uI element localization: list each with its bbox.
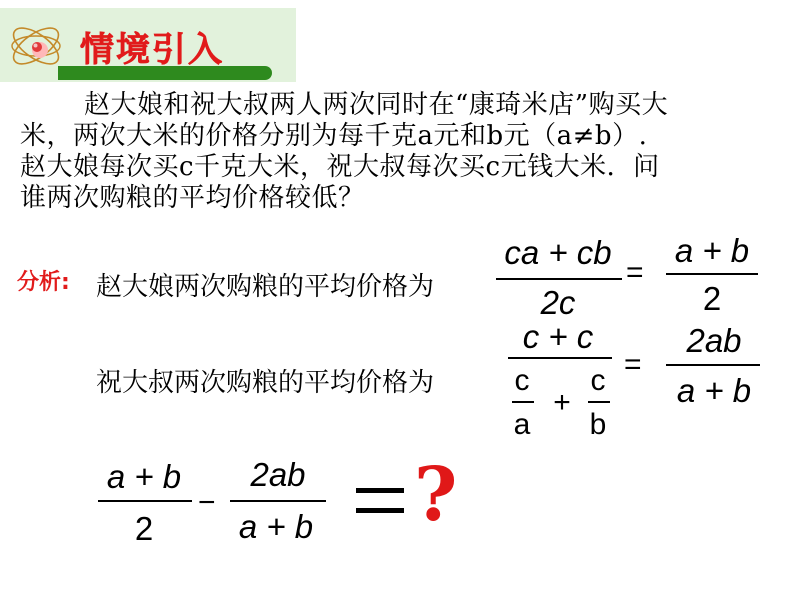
- zhao-result-bar: [666, 273, 758, 275]
- diff-right-bar: [230, 500, 326, 502]
- zhao-equals: =: [626, 256, 644, 289]
- diff-right-denominator: a + b: [238, 508, 314, 545]
- diff-left-bar: [98, 500, 192, 502]
- title-banner: [0, 8, 296, 82]
- zhao-result-numerator: a + b: [674, 232, 750, 269]
- diff-left-numerator: a + b: [106, 458, 182, 495]
- page-title: 情境引入: [80, 30, 224, 70]
- zhu-den-plus: +: [553, 386, 571, 419]
- zhu-den-c2: c: [590, 364, 606, 397]
- zhu-average-text: 祝大叔两次购粮的平均价格为: [96, 368, 435, 398]
- question-mark: ?: [414, 452, 458, 538]
- zhu-den-bar-2: [588, 401, 610, 403]
- zhu-den-bar-1: [512, 401, 534, 403]
- zhu-result-denominator: a + b: [676, 372, 752, 409]
- zhu-result-numerator: 2ab: [686, 322, 742, 359]
- zhu-den-a: a: [513, 408, 531, 441]
- problem-line-3: 赵大娘每次买c千克大米，祝大叔每次买c元钱大米．问: [20, 152, 660, 182]
- zhu-den-c1: c: [514, 364, 530, 397]
- zhao-denominator: 2c: [540, 284, 576, 321]
- problem-line-1: 赵大娘和祝大叔两人两次同时在“康琦米店”购买大: [84, 90, 669, 120]
- problem-line-4: 谁两次购粮的平均价格较低？: [20, 183, 365, 213]
- diff-minus: −: [198, 486, 216, 519]
- zhu-result-bar: [666, 364, 760, 366]
- diff-right-numerator: 2ab: [250, 456, 306, 493]
- zhu-den-b: b: [589, 408, 607, 441]
- zhao-fraction-bar: [496, 278, 622, 280]
- zhao-numerator: ca + cb: [504, 234, 612, 271]
- zhu-equals: =: [624, 348, 642, 381]
- zhu-fraction-bar: [508, 357, 612, 359]
- zhu-numerator: c + c: [522, 318, 594, 355]
- problem-statement: [20, 90, 780, 214]
- diff-left-denominator: 2: [134, 510, 154, 547]
- zhao-average-text: 赵大娘两次购粮的平均价格为: [96, 272, 435, 302]
- zhao-result-denominator: 2: [702, 280, 722, 317]
- problem-line-2: 米，两次大米的价格分别为每千克a元和b元（a≠b）.: [20, 121, 648, 151]
- analysis-label: 分析:: [17, 270, 70, 295]
- big-equals-sign: [356, 486, 404, 518]
